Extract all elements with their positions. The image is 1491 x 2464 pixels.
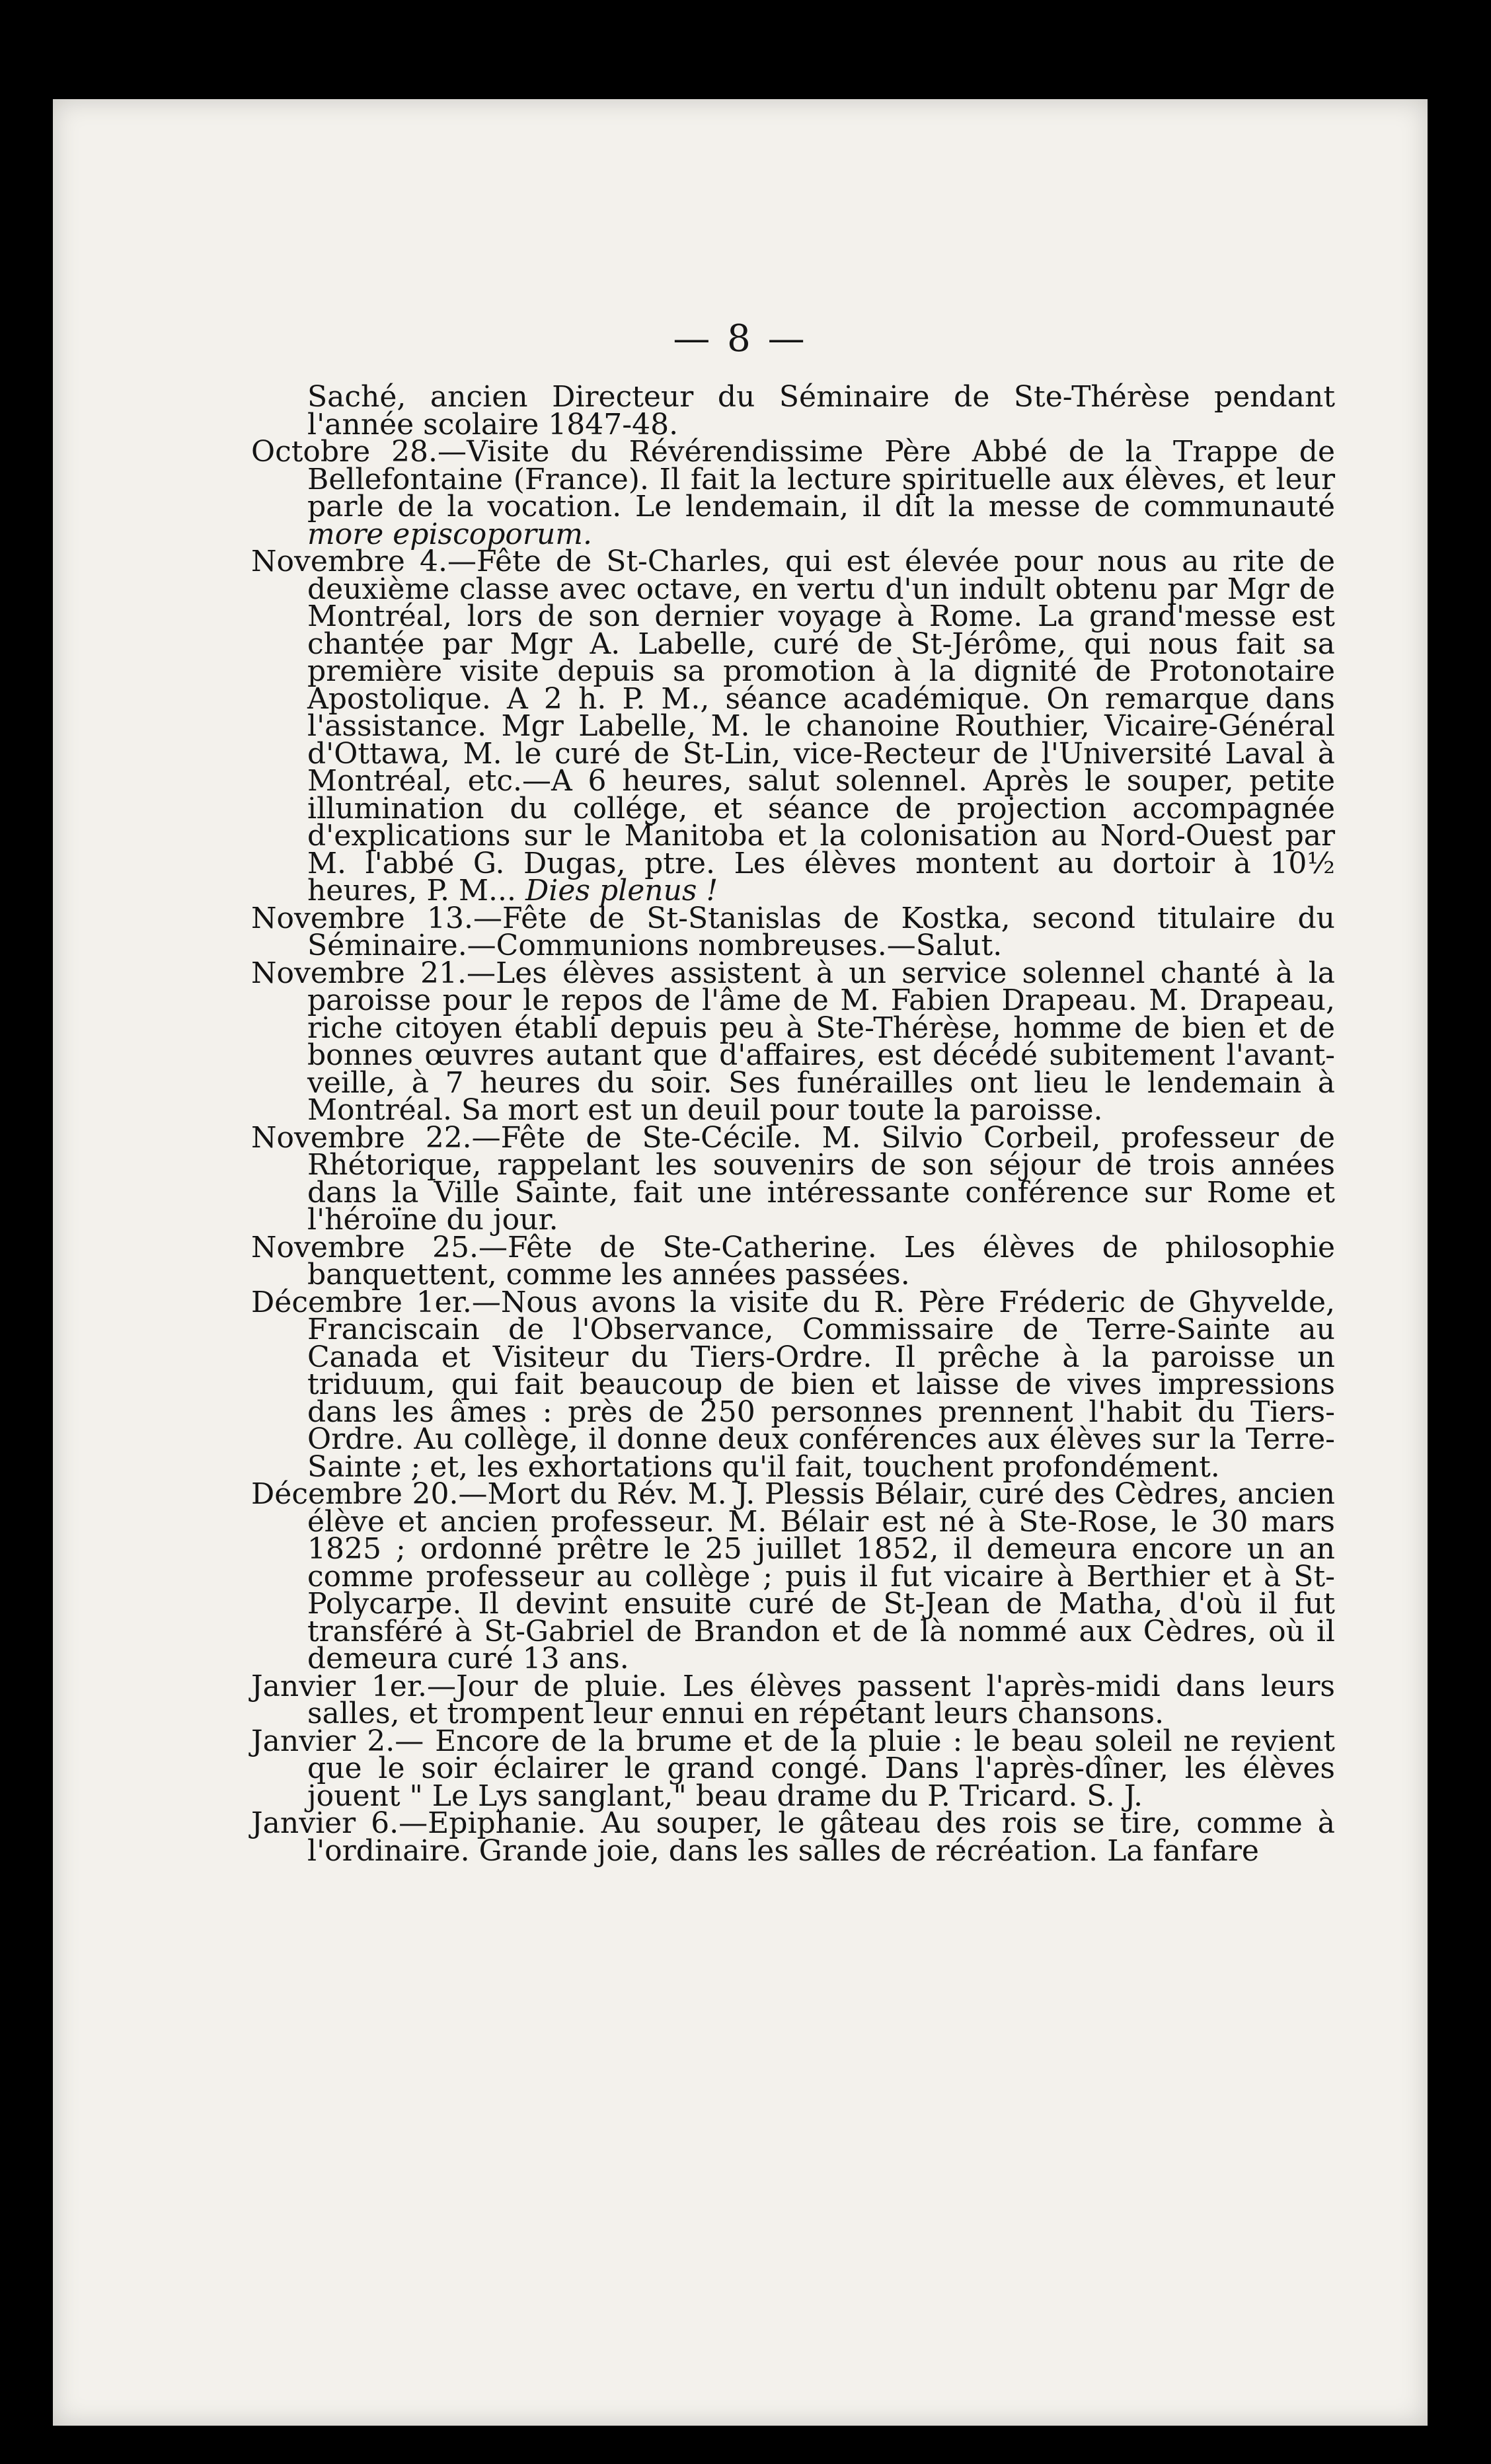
entry-janvier-2 (251, 1724, 1335, 1813)
entry-text: —Fête de Ste-Cécile. M. Silvio Corbeil, professeur de Rhétorique, rappelant les souvenirs de son séjour de trois années dans la Ville Sainte, fait une intéressante conférence sur Rome et l'héroïne du jour. (307, 1120, 1335, 1237)
entry-date: Janvier 1er. (251, 1669, 427, 1703)
entry-date: Janvier 6. (251, 1806, 399, 1840)
page-body (251, 380, 1336, 1868)
entry-date: Novembre 13. (251, 901, 473, 935)
entry-decembre-20 (251, 1477, 1336, 1675)
entry-text: —Nous avons la visite du R. Père Fréderic de Ghyvelde, Franciscain de l'Observance, Commissaire de Terre-Sainte au Canada et Visiteur du Tiers-Ordre. Il prêche à la paroisse un triduum, qui fait beaucoup de bien et laisse de vives impressions dans les âmes : près de 250 personnes prennent l'habit du Tiers-Ordre. Au collège, il donne deux conférences aux élèves sur la Terre-Sainte ; et, les exhortations qu'il fait, touchent profondément. (307, 1285, 1336, 1484)
entry-date: Janvier 2. (251, 1724, 395, 1758)
entry-text: —Fête de St-Stanislas de Kostka, second titulaire du Séminaire.—Communions nombreuses.—Salut. (307, 901, 1336, 962)
entry-latin: Dies plenus ! (525, 874, 718, 907)
entry-text: —Mort du Rév. M. J. Plessis Bélair, curé des Cèdres, ancien élève et ancien professeur. M. Bélair est né à Ste-Rose, le 30 mars 1825 ; ordonné prêtre le 25 juillet 1852, il demeura encore un an comme professeur au collège ; puis il fut vicaire à Berthier et à St-Polycarpe. Il devint ensuite curé de St-Jean de Matha, d'où il fut transféré à St-Gabriel de Brandon et de là nommé aux Cèdres, où il demeura curé 13 ans. (307, 1477, 1336, 1675)
entry-novembre-22 (251, 1120, 1335, 1237)
entry-date: Décembre 20. (251, 1477, 459, 1511)
entry-text: —Fête de Ste-Catherine. Les élèves de philosophie banquettent, comme les années passées. (307, 1230, 1335, 1291)
document-page (53, 99, 1428, 2426)
entry-text: —Fête de St-Charles, qui est élevée pour nous au rite de deuxième classe avec octave, en vertu d'un indult obtenu par Mgr de Montréal, lors de son dernier voyage à Rome. La grand'messe est chantée par Mgr A. Labelle, curé de St-Jérôme, qui nous fait sa première visite depuis sa promotion à la dignité de Protonotaire Apostolique. A 2 h. P. M., séance académique. On remarque dans l'assistance. Mgr Labelle, M. le chanoine Routhier, Vicaire-Général d'Ottawa, M. le curé de St-Lin, vice-Recteur de l'Université Laval à Montréal, etc.—A 6 heures, salut solennel. Après le souper, petite illumination du collége, et séance de projection accompagnée d'explications sur le Manitoba et la colonisation au Nord-Ouest par M. l'abbé G. Dugas, ptre. Les élèves montent au dortoir à 10½ heures, P. M... (307, 545, 1335, 907)
entry-text: Saché, ancien Directeur du Séminaire de Ste-Thérèse pendant l'année scolaire 1847-48. (307, 380, 1335, 442)
entry-text: —Les élèves assistent à un service solennel chanté à la paroisse pour le repos de l'âme de M. Fabien Drapeau. M. Drapeau, riche citoyen établi depuis peu à Ste-Thérèse, homme de bien et de bonnes œuvres autant que d'affaires, est décédé subitement l'avant-veille, à 7 heures du soir. Ses funérailles ont lieu le lendemain à Montréal. Sa mort est un deuil pour toute la paroisse. (307, 956, 1336, 1127)
entry-novembre-4 (251, 545, 1335, 907)
entry-novembre-25 (251, 1230, 1335, 1291)
entry-date: Octobre 28. (251, 435, 438, 469)
entry-octobre-28 (251, 435, 1335, 551)
entry-novembre-13 (251, 901, 1336, 962)
page-number: — 8 — (673, 317, 808, 360)
entry-latin: more episcoporum. (307, 517, 592, 551)
entry-text: —Jour de pluie. Les élèves passent l'après-midi dans leurs salles, et trompent leur ennui en répétant leurs chansons. (307, 1669, 1335, 1730)
entry-text: —Visite du Révérendissime Père Abbé de la Trappe de Bellefontaine (France). Il fait la lecture spirituelle aux élèves, et leur parle de la vocation. Le lendemain, il dit la messe de communauté (307, 435, 1335, 523)
entry-date: Novembre 22. (251, 1120, 472, 1155)
entry-continuation (251, 380, 1335, 442)
entry-date: Novembre 21. (251, 956, 467, 990)
entry-janvier-6 (251, 1806, 1335, 1868)
entry-decembre-1 (251, 1285, 1336, 1484)
entry-text: — Encore de la brume et de la pluie : le beau soleil ne revient que le soir éclairer le grand congé. Dans l'après-dîner, les élèves jouent " Le Lys sanglant," beau drame du P. Tricard. S. J. (307, 1724, 1335, 1813)
entry-date: Novembre 4. (251, 545, 447, 578)
entry-novembre-21 (251, 956, 1336, 1127)
entry-date: Novembre 25. (251, 1230, 479, 1264)
entry-date: Décembre 1er. (251, 1285, 472, 1319)
entry-janvier-1 (251, 1669, 1335, 1730)
entry-text: —Epiphanie. Au souper, le gâteau des rois se tire, comme à l'ordinaire. Grande joie, dans les salles de récréation. La fanfare (307, 1806, 1335, 1868)
